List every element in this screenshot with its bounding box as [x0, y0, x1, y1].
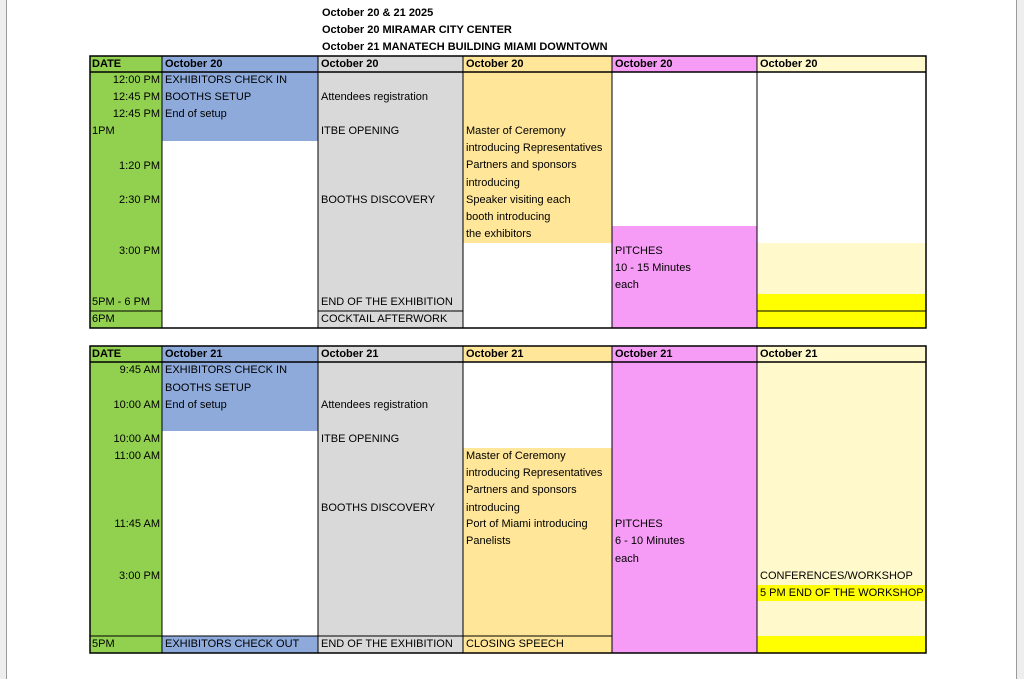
ceremony-entry: Partners and sponsors [466, 159, 577, 171]
exhibitor-entry: End of setup [165, 108, 227, 120]
pitches-entry: 6 - 10 Minutes [615, 535, 685, 547]
pitches-entry: each [615, 279, 639, 291]
venue-oct21-heading: October 21 MANATECH BUILDING MIAMI DOWNTOWN [322, 41, 608, 53]
pink-block [612, 362, 757, 653]
time-cell: 9:45 AM [119, 364, 160, 376]
header-day: October 21 [466, 348, 524, 360]
ceremony-entry: CLOSING SPEECH [466, 638, 564, 650]
ceremony-entry: Master of Ceremony [466, 125, 566, 137]
ceremony-entry: introducing Representatives [466, 467, 603, 479]
pitches-entry: PITCHES [615, 518, 663, 530]
header-day: October 21 [321, 348, 379, 360]
header-day: October 20 [165, 58, 223, 70]
date-column-fill [90, 346, 162, 653]
exhibitor-entry: EXHIBITORS CHECK IN [165, 364, 288, 376]
workshop-entry: 5 PM END OF THE WORKSHOP [760, 587, 924, 599]
header-date: DATE [92, 58, 122, 70]
program-entry: END OF THE EXHIBITION [321, 296, 453, 308]
time-cell: 5PM [92, 638, 115, 650]
ceremony-entry: the exhibitors [466, 228, 532, 240]
program-entry: Attendees registration [321, 399, 429, 411]
time-cell: 5PM - 6 PM [92, 296, 151, 308]
time-cell: 11:45 AM [114, 518, 160, 530]
cream-block-lower [757, 601, 926, 636]
pitches-entry: 10 - 15 Minutes [615, 262, 691, 274]
ceremony-entry: introducing Representatives [466, 142, 603, 154]
pitches-entry: PITCHES [615, 245, 663, 257]
header-day: October 20 [615, 58, 673, 70]
header-day: October 21 [760, 348, 818, 360]
exhibitor-entry: BOOTHS SETUP [165, 382, 252, 394]
time-cell: 12:00 PM [112, 74, 160, 86]
exhibitor-entry: BOOTHS SETUP [165, 91, 252, 103]
ceremony-entry: Panelists [466, 535, 511, 547]
time-cell: 11:00 AM [114, 450, 160, 462]
event-dates-heading: October 20 & 21 2025 [322, 7, 434, 19]
ceremony-entry: Speaker visiting each [466, 194, 571, 206]
time-cell: 12:45 PM [112, 108, 160, 120]
program-entry: BOOTHS DISCOVERY [321, 194, 436, 206]
workshop-entry: CONFERENCES/WORKSHOP [760, 570, 913, 582]
program-entry: ITBE OPENING [321, 125, 400, 137]
time-cell: 1PM [92, 125, 115, 137]
header-day: October 21 [165, 348, 223, 360]
time-cell: 10:00 AM [113, 433, 160, 445]
header-day: October 20 [760, 58, 818, 70]
program-entry: BOOTHS DISCOVERY [321, 502, 436, 514]
time-cell: 12:45 PM [112, 91, 160, 103]
header-day: October 21 [615, 348, 673, 360]
yellow-block-end [757, 636, 926, 653]
time-cell: 3:00 PM [119, 570, 160, 582]
header-day: October 20 [466, 58, 524, 70]
exhibitor-entry: End of setup [165, 399, 227, 411]
program-entry: Attendees registration [321, 91, 429, 103]
ceremony-entry: introducing [466, 177, 520, 189]
cream-block [757, 362, 926, 585]
time-cell: 10:00 AM [113, 399, 160, 411]
ceremony-entry: introducing [466, 502, 520, 514]
ceremony-entry: Master of Ceremony [466, 450, 566, 462]
time-cell: 3:00 PM [119, 245, 160, 257]
header-date: DATE [92, 348, 122, 360]
time-cell: 6PM [92, 313, 115, 325]
venue-oct20-heading: October 20 MIRAMAR CITY CENTER [322, 24, 512, 36]
program-entry: END OF THE EXHIBITION [321, 638, 453, 650]
exhibitor-entry: EXHIBITORS CHECK OUT [165, 638, 300, 650]
ceremony-entry: Port of Miami introducing [466, 518, 588, 530]
exhibitor-entry: EXHIBITORS CHECK IN [165, 74, 288, 86]
cream-block [757, 243, 926, 294]
program-entry: COCKTAIL AFTERWORK [321, 313, 448, 325]
time-cell: 1:20 PM [119, 160, 160, 172]
program-entry: ITBE OPENING [321, 433, 400, 445]
time-cell: 2:30 PM [119, 194, 160, 206]
ceremony-entry: booth introducing [466, 211, 551, 223]
pitches-entry: each [615, 553, 639, 565]
header-day: October 20 [321, 58, 379, 70]
ceremony-entry: Partners and sponsors [466, 484, 577, 496]
